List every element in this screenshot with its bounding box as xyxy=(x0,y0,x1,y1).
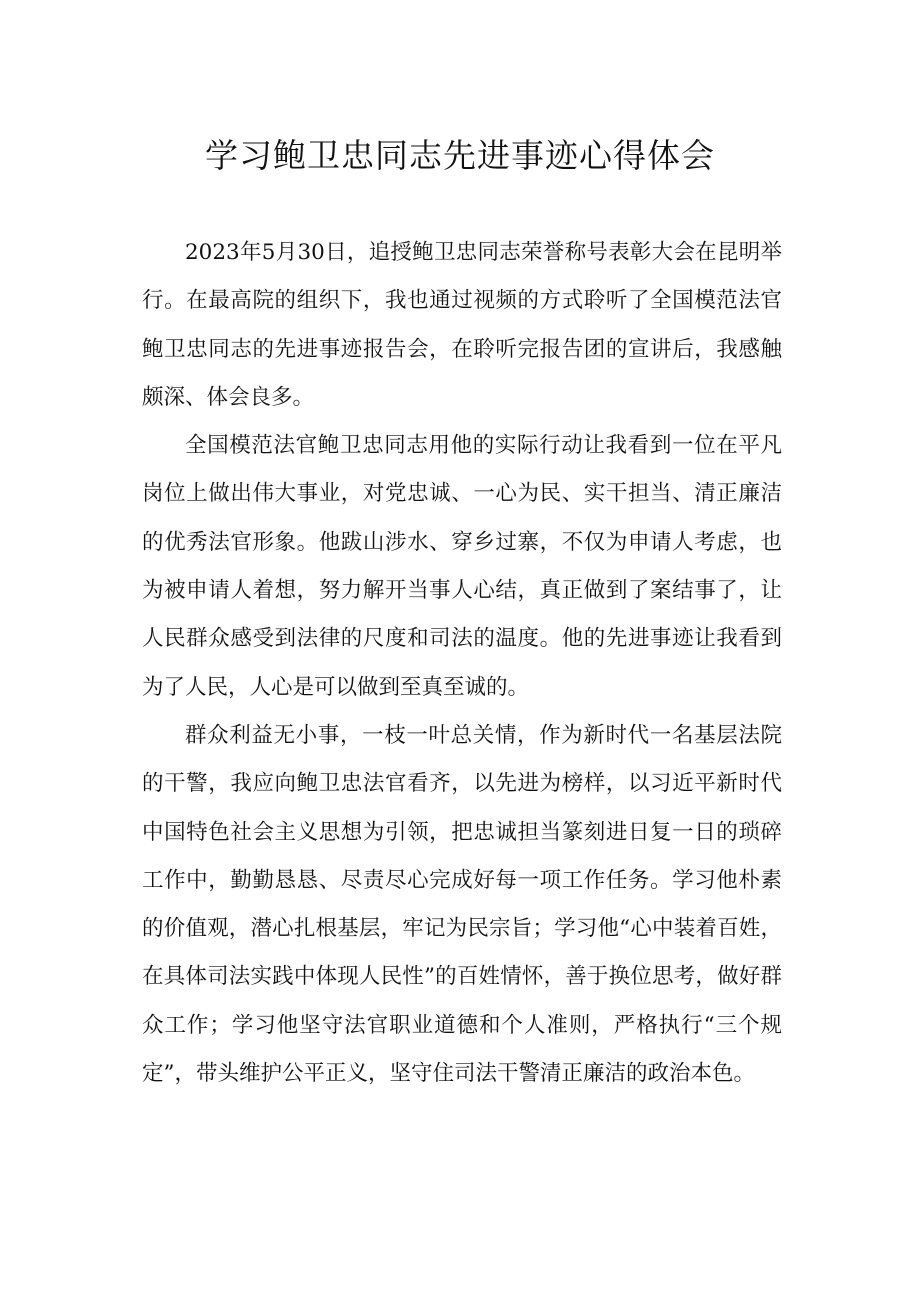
paragraph-3: 群众利益无小事，一枝一叶总关情，作为新时代一名基层法院的干警，我应向鲍卫忠法官看齐，以先进为榜样，以习近平新时代中国特色社会主义思想为引领，把忠诚担当篆刻进日复一日的琐碎工作中，勤勤恳恳、尽责尽心完成好每一项工作任务。学习他朴素的价值观，潜心扎根基层，牢记为民宗旨；学习他“心中装着百姓，在具体司法实践中体现人民性”的百姓情怀，善于换位思考，做好群众工作；学习他坚守法官职业道德和个人准则，严格执行“三个规定”，带头维护公平正义，坚守住司法干警清正廉洁的政治本色。 xyxy=(142,722,782,1087)
paragraph-2: 全国模范法官鲍卫忠同志用他的实际行动让我看到一位在平凡岗位上做出伟大事业，对党忠诚、一心为民、实干担当、清正廉洁的优秀法官形象。他跋山涉水、穿乡过寨，不仅为申请人考虑，也为被申请人着想，努力解开当事人心结，真正做到了案结事了，让人民群众感受到法律的尺度和司法的温度。他的先进事迹让我看到为了人民，人心是可以做到至真至诚的。 xyxy=(142,433,782,700)
document-body xyxy=(142,229,782,1098)
document-title: 学习鲍卫忠同志先进事迹心得体会 xyxy=(205,136,715,175)
paragraph-1: 2023年5月30日，追授鲍卫忠同志荣誉称号表彰大会在昆明举行。在最高院的组织下，我也通过视频的方式聆听了全国模范法官鲍卫忠同志的先进事迹报告会，在聆听完报告团的宣讲后，我感触颇深、体会良多。 xyxy=(142,240,782,410)
